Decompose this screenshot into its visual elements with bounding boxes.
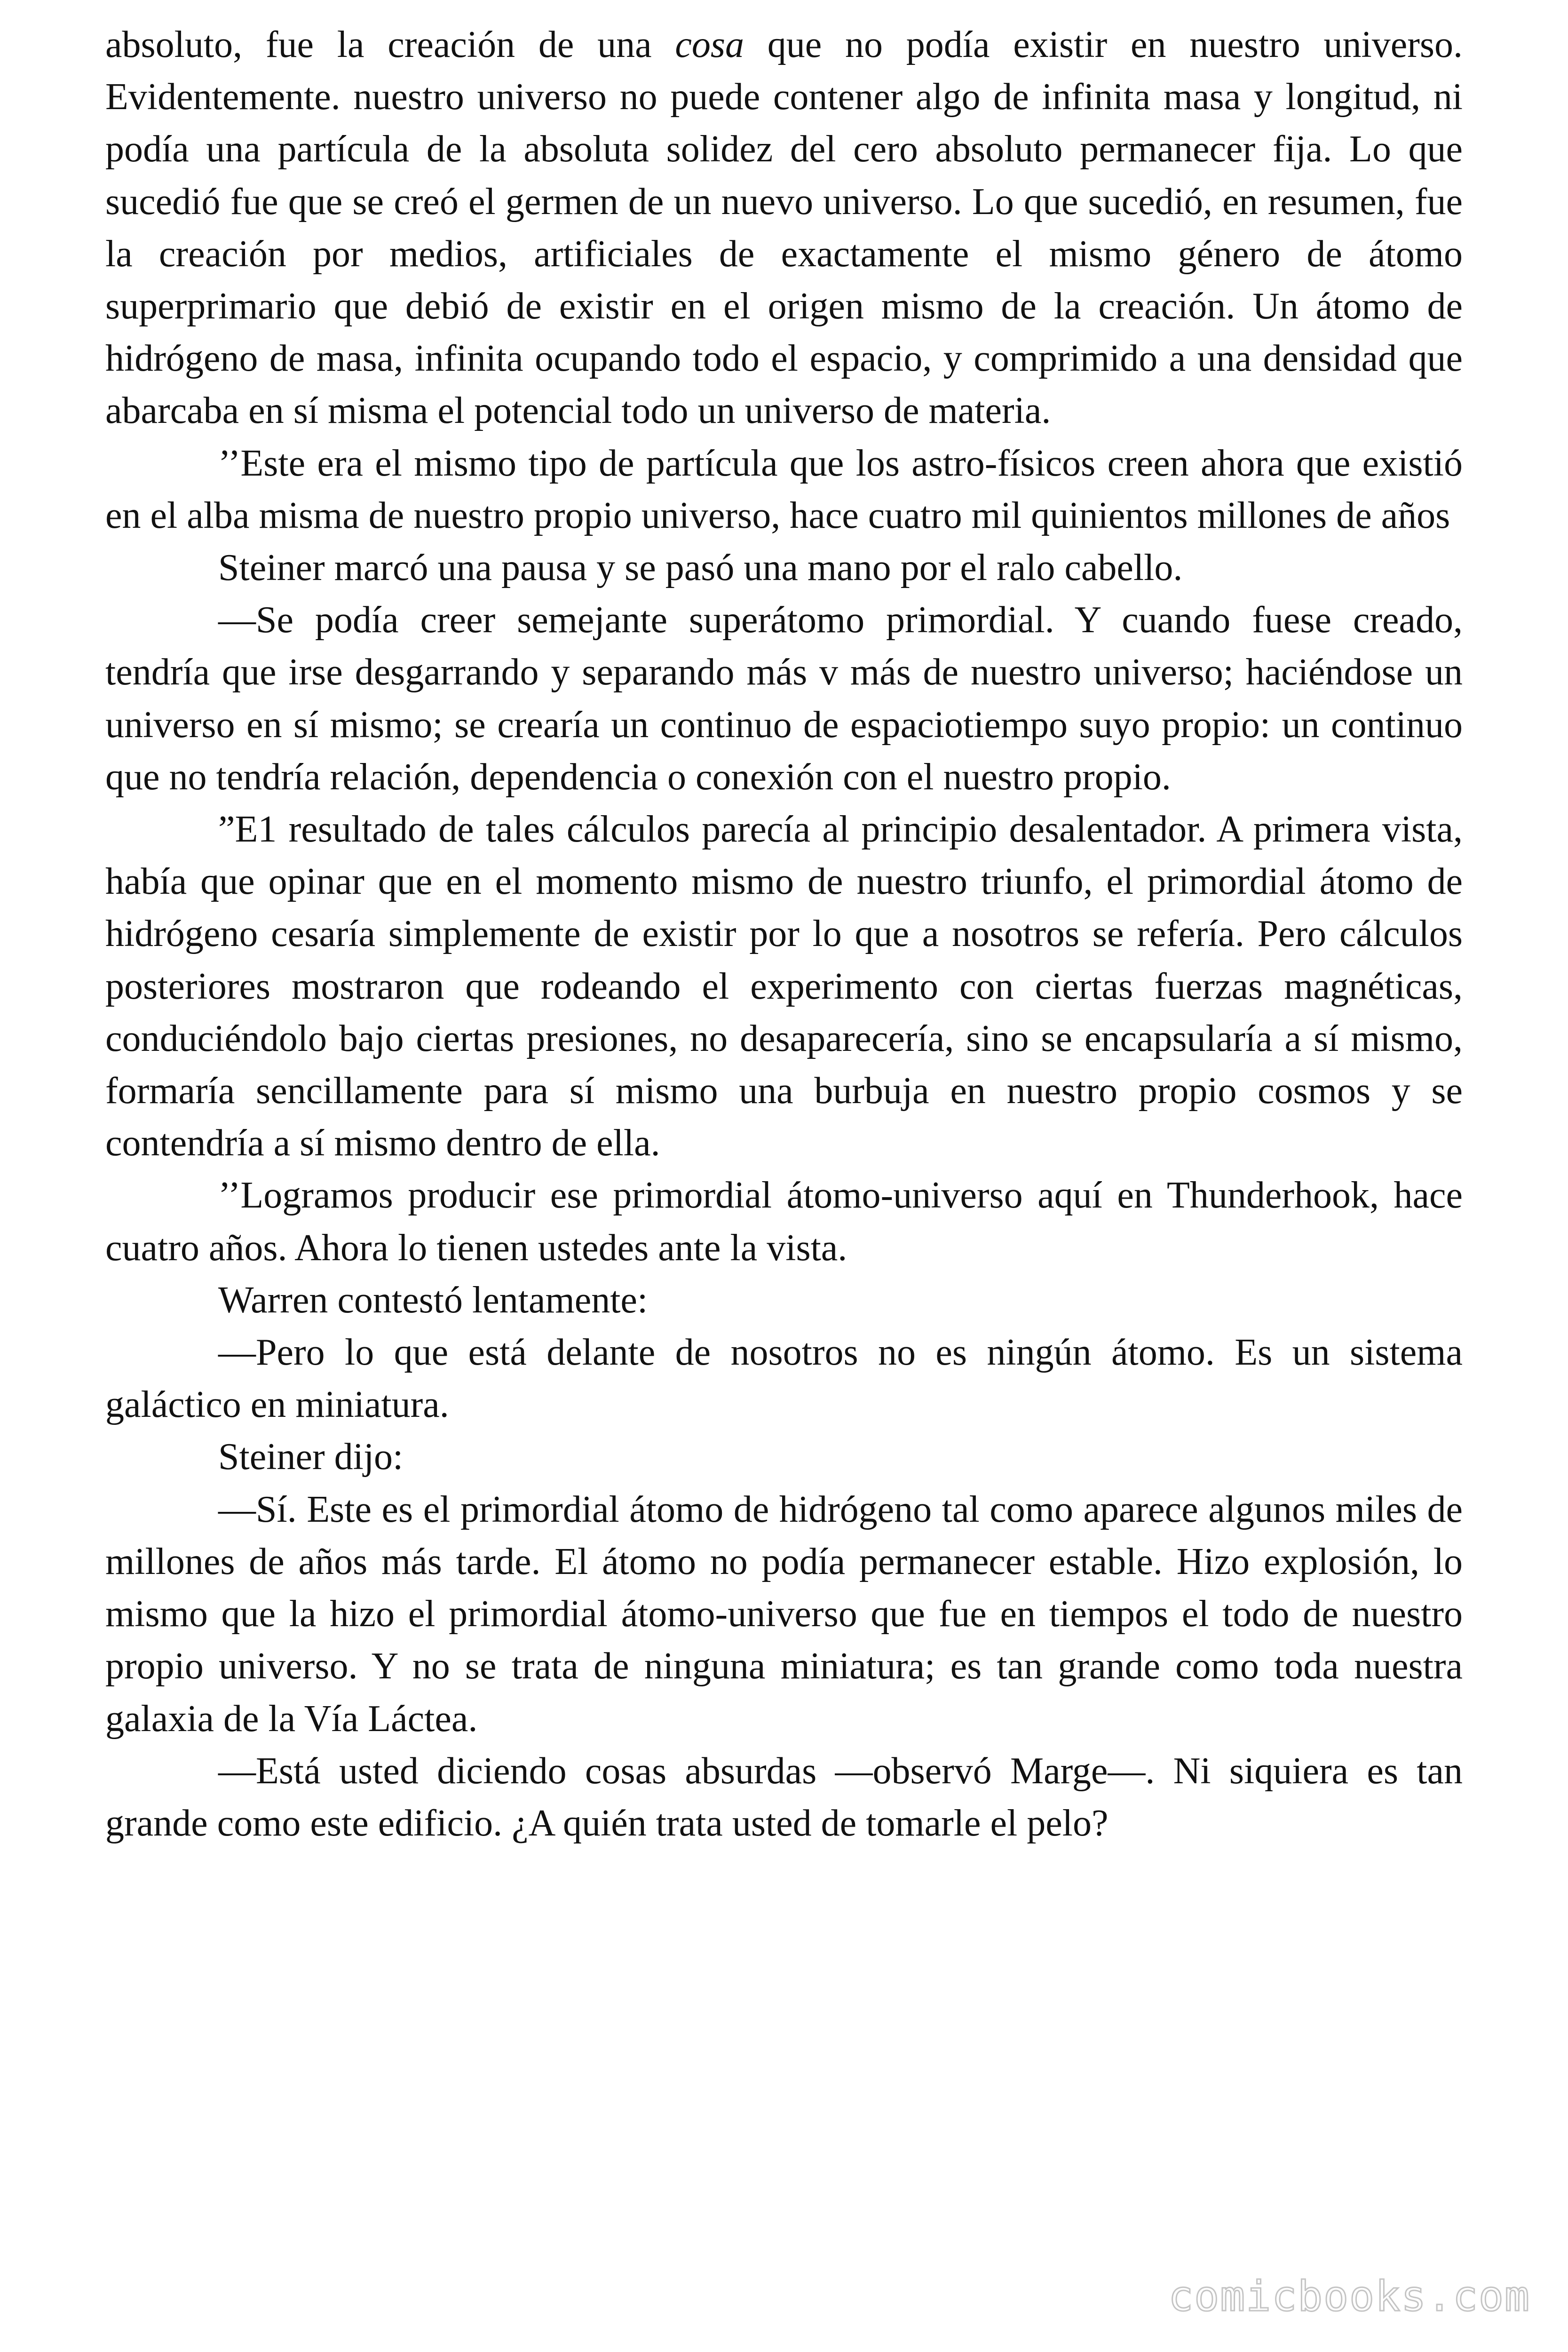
page-body	[105, 19, 1463, 1850]
paragraph-6: ’’Logramos producir ese primordial átomo-universo aquí en Thunderhook, hace cuatro años. Ahora lo tienen ustedes ante la vista.	[105, 1175, 1463, 1269]
paragraph-5: ”E1 resultado de tales cálculos parecía al principio desalentador. A primera vista, había que opinar que en el momento mismo de nuestro triunfo, el primordial átomo de hidrógeno cesaría simplemente de existir por lo que a nosotros se refería. Pero cálculos posteriores mostraron que rodeando el experimento con ciertas fuerzas magnéticas, conduciéndolo bajo ciertas presiones, no desaparecería, sino se encapsularía a sí mismo, formaría sencillamente para sí mismo una burbuja en nuestro propio cosmos y se contendría a sí mismo dentro de ella.	[105, 809, 1463, 1164]
emphasized-word: cosa	[675, 24, 744, 65]
watermark: comicbooks.com	[1168, 2272, 1530, 2320]
paragraph-11: —Está usted diciendo cosas absurdas —observó Marge—. Ni siquiera es tan grande como este edificio. ¿A quién trata usted de tomarle el pelo?	[105, 1750, 1463, 1844]
paragraph-4: —Se podía creer semejante superátomo primordial. Y cuando fuese creado, tendría que irse desgarrando y separando más v más de nuestro universo; haciéndose un universo en sí mismo; se crearía un continuo de espaciotiempo suyo propio: un continuo que no tendría relación, dependencia o conexión con el nuestro propio.	[105, 599, 1463, 798]
paragraph-9: Steiner dijo:	[218, 1436, 404, 1478]
paragraph-3: Steiner marcó una pausa y se pasó una mano por el ralo cabello.	[218, 547, 1183, 589]
paragraph-10: —Sí. Este es el primordial átomo de hidrógeno tal como aparece algunos miles de millones de años más tarde. El átomo no podía permanecer estable. Hizo explosión, lo mismo que la hizo el primordial átomo-universo que fue en tiempos el todo de nuestro propio universo. Y no se trata de ninguna miniatura; es tan grande como toda nuestra galaxia de la Vía Láctea.	[105, 1488, 1463, 1740]
paragraph-1-before: absoluto, fue la creación de una	[105, 24, 675, 65]
paragraph-1	[105, 19, 1463, 437]
paragraph-1-after: que no podía existir en nuestro universo. Evidentemente. nuestro universo no puede contener algo de infinita masa y longitud, ni podía una partícula de la absoluta solidez del cero absoluto permanecer fija. Lo que sucedió fue que se creó el germen de un nuevo universo. Lo que sucedió, en resumen, fue la creación por medios, artificiales de exactamente el mismo género de átomo superprimario que debió de existir en el origen mismo de la creación. Un átomo de hidrógeno de masa, infinita ocupando todo el espacio, y comprimido a una densidad que abarcaba en sí misma el potencial todo un universo de materia.	[105, 24, 1463, 432]
paragraph-8: —Pero lo que está delante de nosotros no es ningún átomo. Es un sistema galáctico en miniatura.	[105, 1332, 1463, 1426]
paragraph-7: Warren contestó lentamente:	[218, 1279, 648, 1321]
paragraph-2: ’’Este era el mismo tipo de partícula que los astro-físicos creen ahora que existió en el alba misma de nuestro propio universo, hace cuatro mil quinientos millones de años	[105, 442, 1463, 536]
